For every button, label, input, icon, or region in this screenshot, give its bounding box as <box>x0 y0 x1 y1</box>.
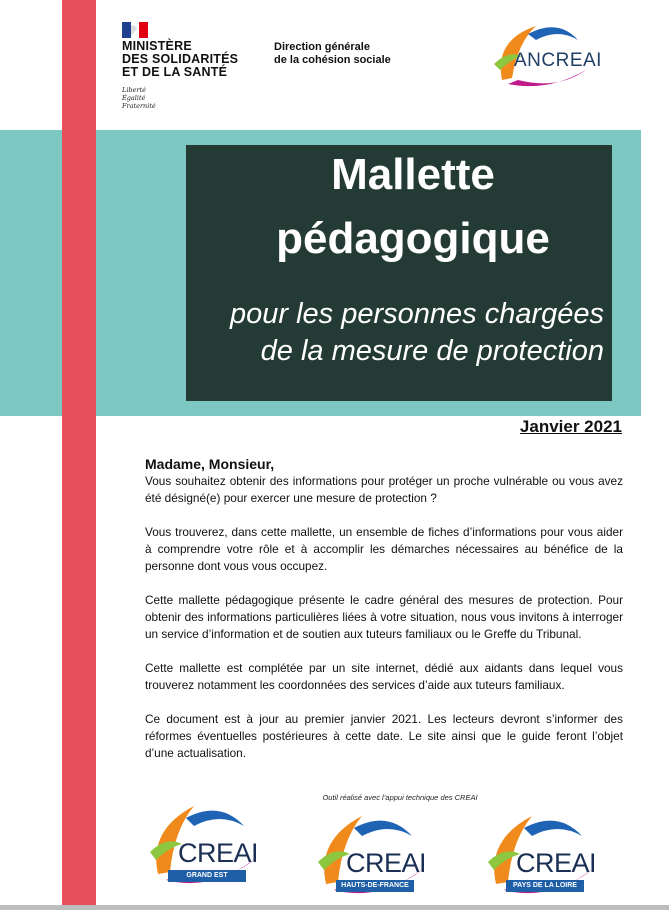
motto-line: Égalité <box>122 94 146 102</box>
paragraph: Ce document est à jour au premier janvier 2021. Les lecteurs devront s’informer des réformes éventuelles postérieures à cette date. Le site ainsi que le guide feront l’objet d’une actualisation. <box>145 712 623 760</box>
title-line-2: pédagogique <box>276 214 550 263</box>
ministry-line: MINISTÈRE <box>122 39 192 53</box>
creai-grand-est-logo <box>148 800 268 890</box>
ancreai-logo-text: ANCREAI <box>514 50 602 71</box>
marianne-flag-icon <box>122 22 148 38</box>
creai-pays-de-la-loire-logo <box>486 810 606 900</box>
motto-line: Fraternité <box>122 102 156 110</box>
directorate-line: de la cohésion sociale <box>274 54 391 66</box>
letter-body <box>145 455 623 779</box>
ministry-line: DES SOLIDARITÉS <box>122 52 239 66</box>
ministry-name <box>122 40 272 79</box>
paragraph: Cette mallette pédagogique présente le cadre général des mesures de protection. Pour obtenir des informations particulières liées à votre situation, nous vous invitons à interroger un service d’information et de soutien aux tuteurs familiaux ou le Greffe du Tribunal. <box>145 593 623 641</box>
document-date: Janvier 2021 <box>519 417 622 436</box>
directorate-line: Direction générale <box>274 41 370 53</box>
paragraph: Vous trouverez, dans cette mallette, un ensemble de fiches d’informations pour vous aider à comprendre votre rôle et à accomplir les démarches nécessaires au bénéfice de la personne dont vous vous occupez. <box>145 525 623 573</box>
paragraph: Vous souhaitez obtenir des informations pour protéger un proche vulnérable ou vous avez été désigné(e) pour exercer une mesure de protection ? <box>145 474 623 505</box>
directorate-name <box>274 41 391 67</box>
motto-line: Liberté <box>122 86 146 94</box>
creai-word: CREAI <box>516 848 597 878</box>
subtitle-line-1: pour les personnes chargées <box>229 298 604 330</box>
creai-region-label: GRAND EST <box>168 870 246 882</box>
subtitle-line-2: de la mesure de protection <box>260 335 604 367</box>
creai-hauts-de-france-logo <box>316 810 436 900</box>
credit-note: Outil réalisé avec l’appui technique des CREAI <box>322 793 478 802</box>
creai-word: CREAI <box>178 838 259 868</box>
page-bottom-border <box>0 905 669 910</box>
salutation: Madame, Monsieur, <box>145 456 275 472</box>
paragraph: Cette mallette est complétée par un site internet, dédié aux aidants dans lequel vous trouverez notamment les coordonnées des services d’aide aux tuteurs familiaux. <box>145 661 623 692</box>
title-line-1: Mallette <box>331 150 495 199</box>
republic-motto <box>122 86 156 110</box>
creai-region-label: PAYS DE LA LOIRE <box>506 880 584 892</box>
ministry-line: ET DE LA SANTÉ <box>122 65 228 79</box>
red-vertical-band <box>62 0 96 910</box>
creai-word: CREAI <box>346 848 427 878</box>
creai-region-label: HAUTS-DE-FRANCE <box>336 880 414 892</box>
subtitle <box>190 296 604 370</box>
